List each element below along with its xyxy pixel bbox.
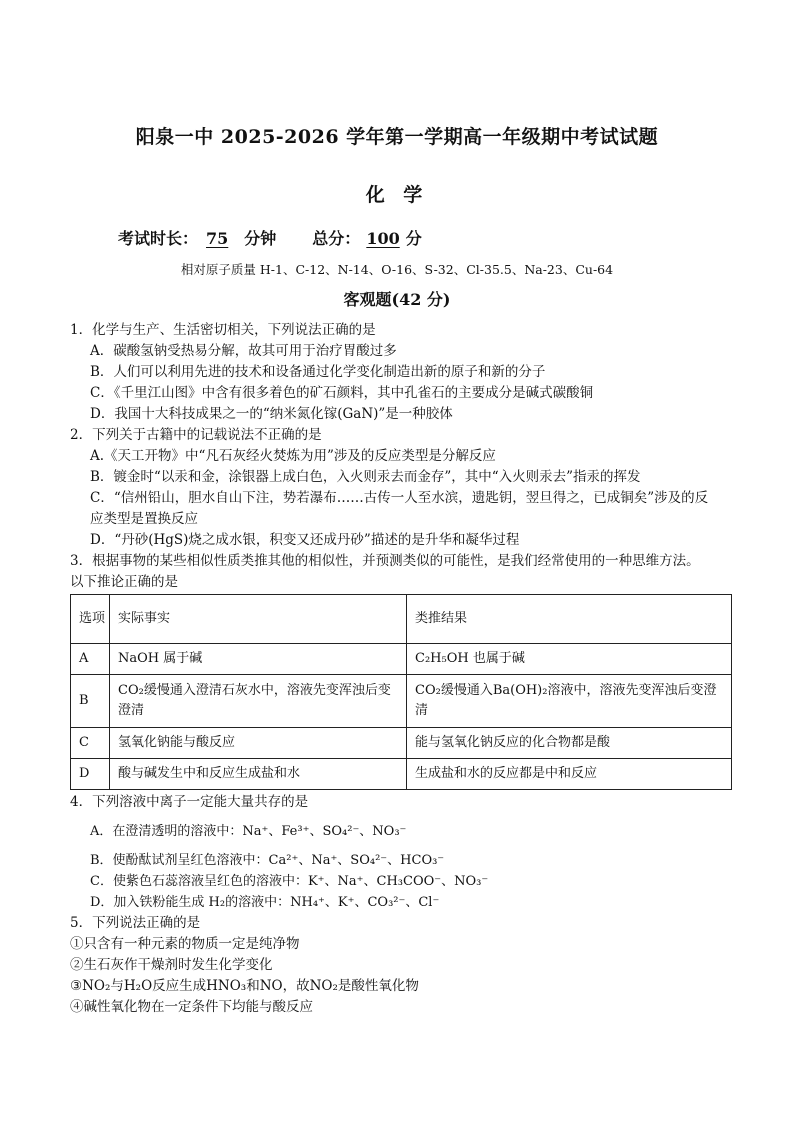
row-a-option: A <box>71 644 110 675</box>
duration-unit: 分钟 <box>244 229 277 248</box>
q5-statement-4: ④碱性氧化物在一定条件下均能与酸反应 <box>70 999 313 1015</box>
q2-option-a: A.《天工开物》中“凡石灰经火焚炼为用”涉及的反应类型是分解反应 <box>90 448 496 464</box>
q4-option-d: D．加入铁粉能生成 H₂的溶液中：NH₄⁺、K⁺、CO₃²⁻、Cl⁻ <box>90 895 440 910</box>
exam-info <box>118 226 422 249</box>
q4-option-b: B．使酚酞试剂呈红色溶液中：Ca²⁺、Na⁺、SO₄²⁻、HCO₃⁻ <box>90 853 445 868</box>
row-a-fact: NaOH 属于碱 <box>110 644 407 675</box>
q2-option-d: D．“丹砂(HgS)烧之成水银，积变又还成丹砂”描述的是升华和凝华过程 <box>90 532 520 548</box>
q1-stem: 1．化学与生产、生活密切相关，下列说法正确的是 <box>70 322 376 338</box>
table-row <box>71 759 732 790</box>
question-1 <box>70 320 734 425</box>
question-4 <box>70 792 734 913</box>
q4-option-a: A．在澄清透明的溶液中：Na⁺、Fe³⁺、SO₄²⁻、NO₃⁻ <box>90 824 407 839</box>
header-option: 选项 <box>71 595 110 644</box>
atomic-masses: 相对原子质量 H-1、C-12、N-14、O-16、S-32、Cl-35.5、Na-23、Cu-64 <box>180 262 614 277</box>
q4-option-c: C．使紫色石蕊溶液呈红色的溶液中：K⁺、Na⁺、CH₃COO⁻、NO₃⁻ <box>90 874 489 889</box>
row-a-result: C₂H₅OH 也属于碱 <box>407 644 732 675</box>
q5-statement-3: ③NO₂与H₂O反应生成HNO₃和NO，故NO₂是酸性氧化物 <box>70 978 419 994</box>
q1-option-d: D．我国十大科技成果之一的“纳米氮化镓(GaN)”是一种胶体 <box>90 406 453 422</box>
table-row <box>71 675 732 728</box>
table-row <box>71 644 732 675</box>
section-title: 客观题(42 分) <box>343 290 451 309</box>
table-header-row <box>71 595 732 644</box>
subject-title: 化 学 <box>365 184 429 206</box>
row-d-fact: 酸与碱发生中和反应生成盐和水 <box>110 759 407 790</box>
q2-option-c: C．“信州铅山，胆水自山下注，势若瀑布……古传一人至水滨，遗匙钥，翌旦得之，已成铜矣”涉及的反 <box>90 490 709 506</box>
header-fact: 实际事实 <box>110 595 407 644</box>
questions <box>70 320 734 1018</box>
row-d-result: 生成盐和水的反应都是中和反应 <box>407 759 732 790</box>
row-b-option: B <box>71 675 110 728</box>
header-result: 类推结果 <box>407 595 732 644</box>
q1-option-c: C．《千里江山图》中含有很多着色的矿石颜料，其中孔雀石的主要成分是碱式碳酸铜 <box>90 385 594 401</box>
question-5 <box>70 913 734 1018</box>
row-b-fact: CO₂缓慢通入澄清石灰水中，溶液先变浑浊后变澄清 <box>110 675 407 728</box>
question-2 <box>70 425 734 551</box>
row-c-result: 能与氢氧化钠反应的化合物都是酸 <box>407 728 732 759</box>
q3-stem: 3．根据事物的某些相似性质类推其他的相似性，并预测类似的可能性，是我们经常使用的一种思维方法。 <box>70 553 700 569</box>
exam-title: 阳泉一中 2025-2026 学年第一学期高一年级期中考试试题 <box>135 126 659 148</box>
q1-option-b: B．人们可以利用先进的技术和设备通过化学变化制造出新的原子和新的分子 <box>90 364 546 380</box>
question-3 <box>70 551 734 790</box>
q3-table <box>70 594 732 790</box>
duration-value: 75 <box>206 229 229 248</box>
q2-stem: 2．下列关于古籍中的记载说法不正确的是 <box>70 427 322 443</box>
q5-statement-2: ②生石灰作干燥剂时发生化学变化 <box>70 957 273 973</box>
duration-label: 考试时长： <box>118 229 199 248</box>
q2-option-b: B．镀金时“以汞和金，涂银器上成白色，入火则汞去而金存”，其中“入火则汞去”指汞的挥发 <box>90 469 641 485</box>
row-c-option: C <box>71 728 110 759</box>
score-value: 100 <box>366 229 400 248</box>
q2-option-c-cont: 应类型是置换反应 <box>90 511 198 527</box>
score-label: 总分： <box>312 229 361 248</box>
row-c-fact: 氢氧化钠能与酸反应 <box>110 728 407 759</box>
q5-stem: 5．下列说法正确的是 <box>70 915 201 931</box>
score-unit: 分 <box>405 229 422 248</box>
table-row <box>71 728 732 759</box>
q4-stem: 4．下列溶液中离子一定能大量共存的是 <box>70 794 309 810</box>
q1-option-a: A．碳酸氢钠受热易分解，故其可用于治疗胃酸过多 <box>90 343 397 359</box>
row-b-result: CO₂缓慢通入Ba(OH)₂溶液中，溶液先变浑浊后变澄清 <box>407 675 732 728</box>
q5-statement-1: ①只含有一种元素的物质一定是纯净物 <box>70 936 300 952</box>
q3-stem-cont: 以下推论正确的是 <box>70 574 178 590</box>
row-d-option: D <box>71 759 110 790</box>
